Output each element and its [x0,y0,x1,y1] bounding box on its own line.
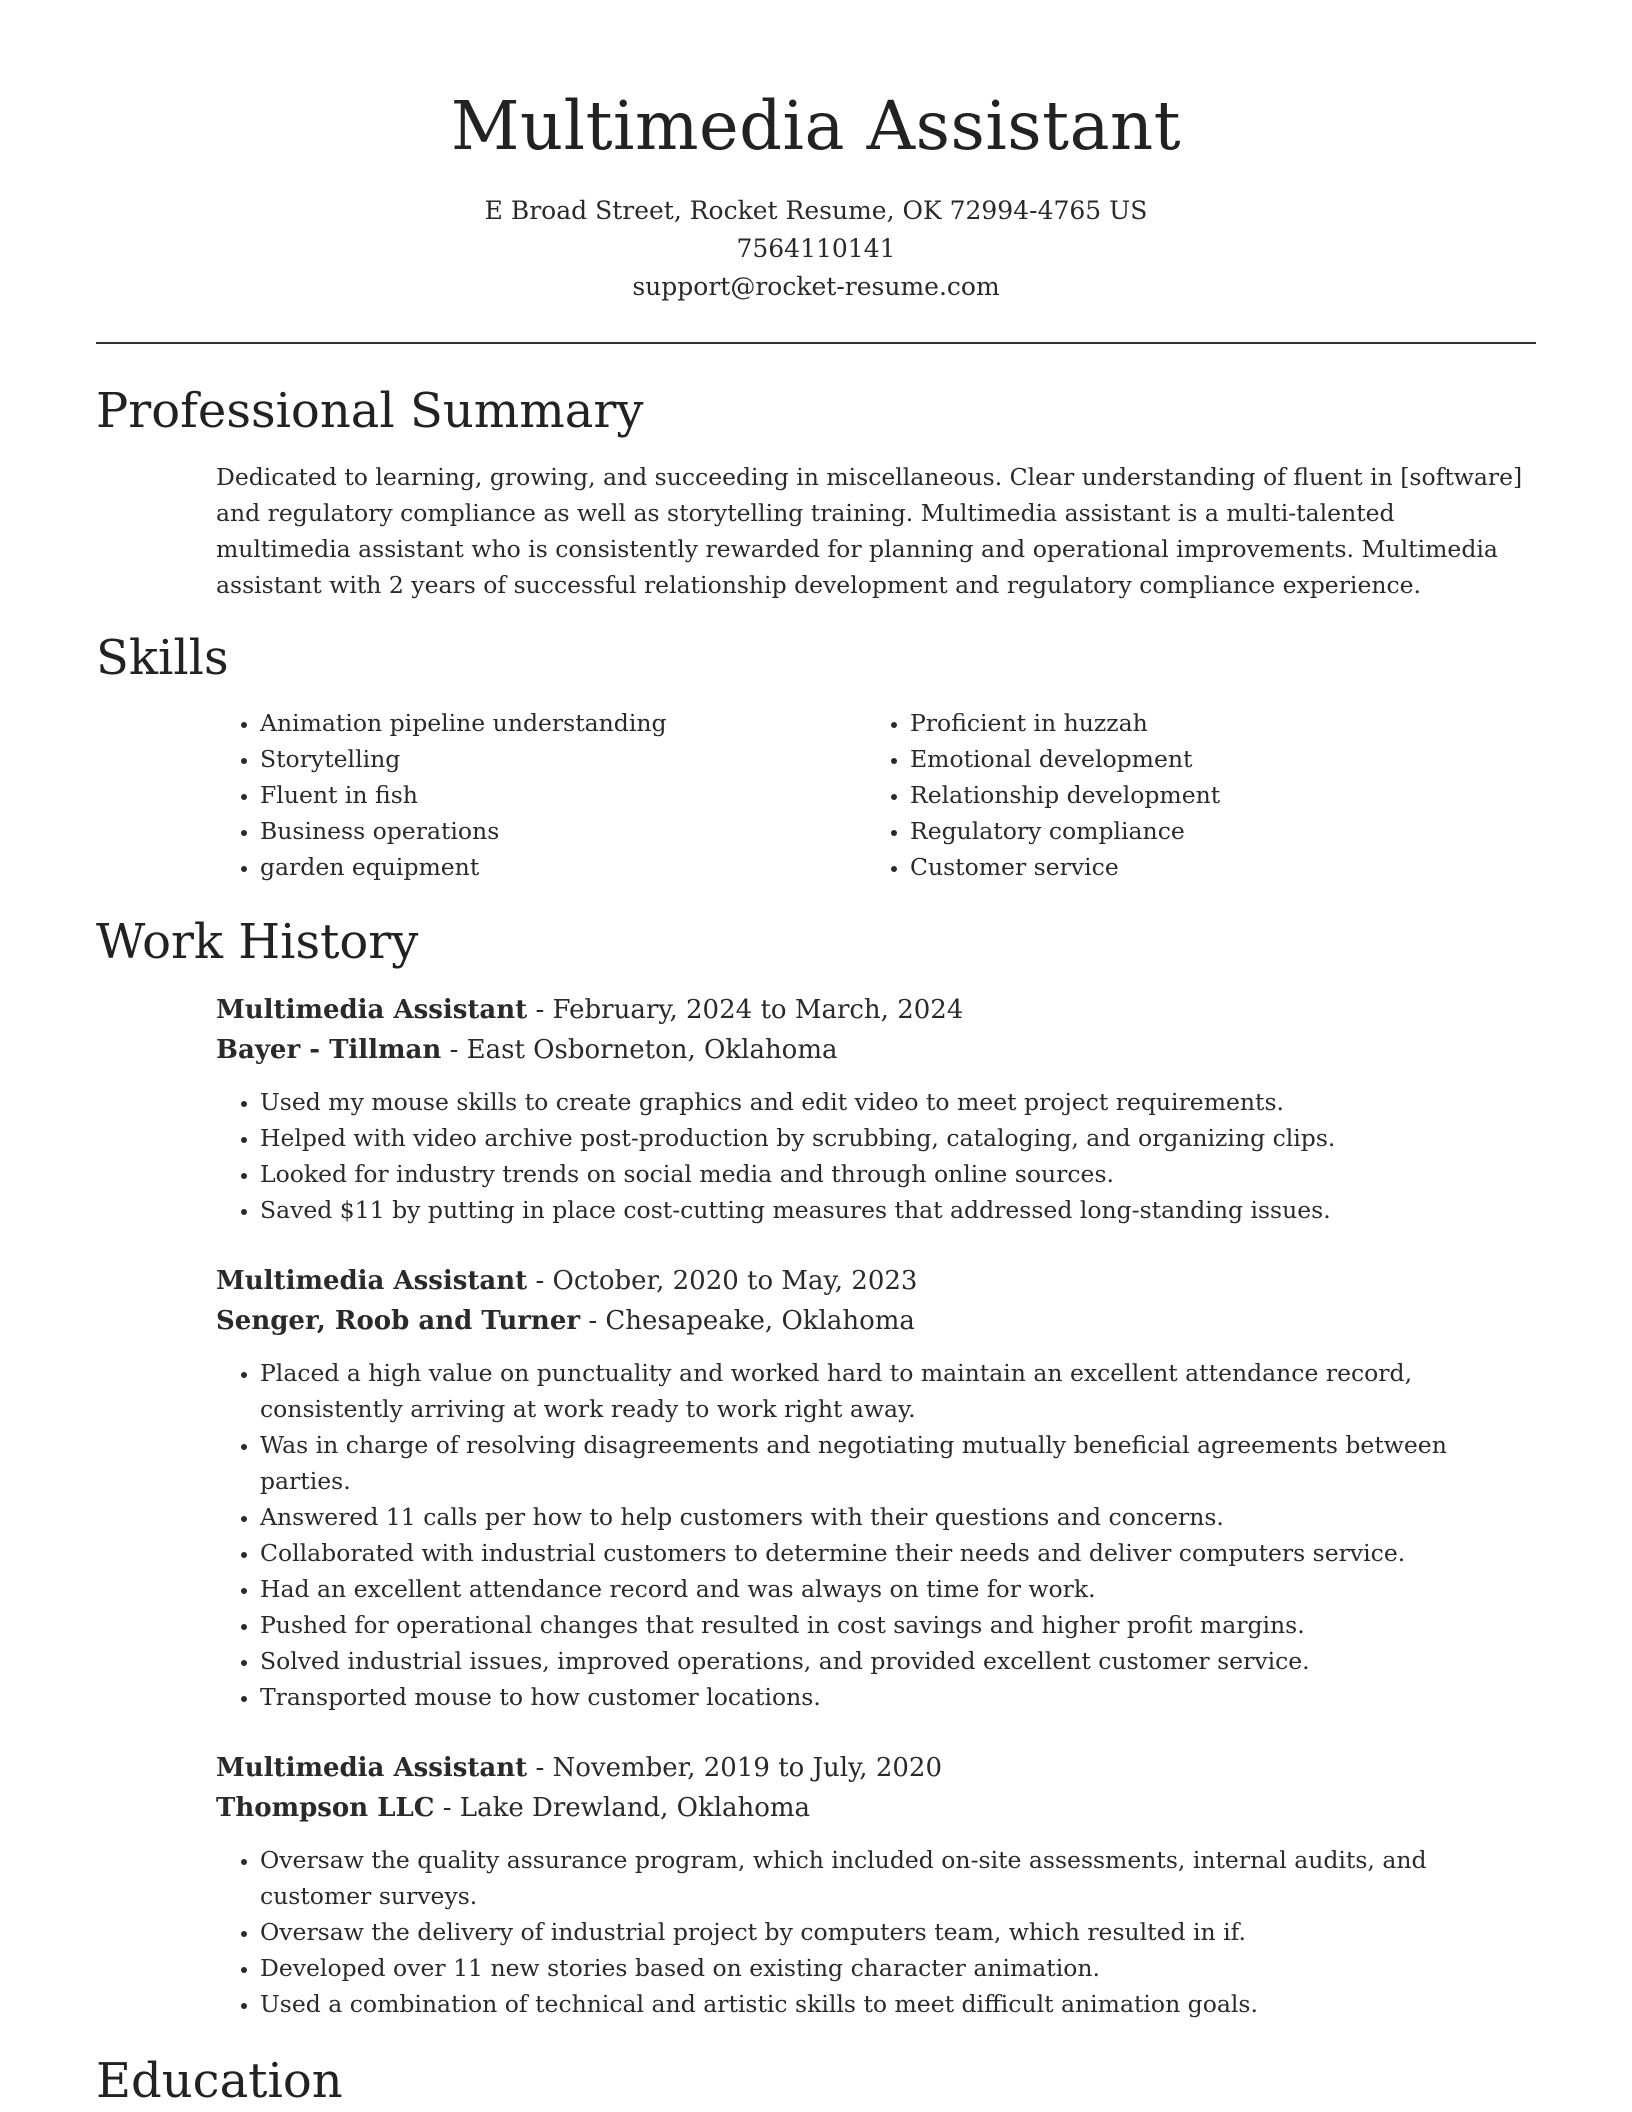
job-role: Multimedia Assistant [216,995,528,1025]
job-entry [216,990,1536,1228]
job-bullet: • Saved $11 by putting in place cost-cutting measures that addressed long-standing issues. [260,1192,1536,1228]
skill-item: • Relationship development [910,777,1516,813]
job-company-line [216,1788,1536,1828]
skill-item: • Business operations [260,813,866,849]
job-company-line [216,1301,1536,1341]
job-bullet: • Answered 11 calls per how to help customers with their questions and concerns. [260,1499,1536,1535]
job-title-line [216,1748,1536,1788]
job-company: Thompson LLC [216,1793,435,1823]
job-role: Multimedia Assistant [216,1266,528,1296]
job-location: - Chesapeake, Oklahoma [580,1306,915,1336]
skill-item: • Fluent in fish [260,777,866,813]
job-bullet: • Had an excellent attendance record and was always on time for work. [260,1571,1536,1607]
job-entry [216,1261,1536,1715]
skill-item: • Proficient in huzzah [910,705,1516,741]
summary-block [216,459,1536,603]
job-location: - East Osborneton, Oklahoma [441,1035,838,1065]
job-company: Bayer - Tillman [216,1035,442,1065]
section-title-summary: Professional Summary [96,383,644,439]
job-dates: - October, 2020 to May, 2023 [527,1266,918,1296]
skill-item: • Customer service [910,849,1516,885]
header-divider [96,342,1536,344]
job-location: - Lake Drewland, Oklahoma [434,1793,811,1823]
job-bullet: • Used my mouse skills to create graphics and edit video to meet project requirements. [260,1084,1536,1120]
job-entry [216,1748,1536,2022]
job-bullets [216,1842,1536,2022]
job-bullet: • Collaborated with industrial customers to determine their needs and deliver computers service. [260,1535,1536,1571]
skills-grid [216,705,1536,885]
skill-item: • Regulatory compliance [910,813,1516,849]
skills-list-left [216,705,866,885]
job-bullet: • Transported mouse to how customer locations. [260,1679,1536,1715]
job-dates: - November, 2019 to July, 2020 [527,1753,942,1783]
job-role: Multimedia Assistant [216,1753,528,1783]
skill-item: • Emotional development [910,741,1516,777]
skill-item: • garden equipment [260,849,866,885]
job-bullet: • Placed a high value on punctuality and worked hard to maintain an excellent attendance record, consistently arriving at work ready to work right away. [260,1355,1536,1427]
job-bullet: • Pushed for operational changes that resulted in cost savings and higher profit margins. [260,1607,1536,1643]
job-bullet: • Oversaw the quality assurance program, which included on-site assessments, internal audits, and customer surveys. [260,1842,1536,1914]
section-title-education: Education [96,2053,343,2109]
job-bullets [216,1084,1536,1228]
job-company: Senger, Roob and Turner [216,1306,581,1336]
contact-phone: 7564110141 [736,234,896,263]
job-bullet: • Oversaw the delivery of industrial project by computers team, which resulted in if. [260,1914,1536,1950]
job-bullet: • Helped with video archive post-production by scrubbing, cataloging, and organizing clips. [260,1120,1536,1156]
skills-column-left [216,705,866,885]
job-company-line [216,1030,1536,1070]
skill-item: • Storytelling [260,741,866,777]
job-bullet: • Was in charge of resolving disagreements and negotiating mutually beneficial agreements between parties. [260,1427,1536,1499]
section-title-work-history: Work History [96,914,419,970]
skills-list-right [866,705,1516,885]
job-bullet: • Developed over 11 new stories based on existing character animation. [260,1950,1536,1986]
job-bullet: • Used a combination of technical and artistic skills to meet difficult animation goals. [260,1986,1536,2022]
skills-block [216,705,1536,885]
summary-text: Dedicated to learning, growing, and succeeding in miscellaneous. Clear understanding of fluent in [software] and regulatory compliance as well as storytelling training. Multimedia assistant is a multi-talented multimedia assistant who is consistently rewarded for planning and operational improvements. Multimedia assistant with 2 years of successful relationship development and regulatory compliance experience. [216,463,1523,599]
job-title-line [216,1261,1536,1301]
candidate-name: Multimedia Assistant [450,87,1182,165]
contact-email: support@rocket-resume.com [632,272,1000,301]
job-title-line [216,990,1536,1030]
section-title-skills: Skills [96,630,229,686]
contact-block [0,192,1632,306]
skill-item: • Animation pipeline understanding [260,705,866,741]
job-bullet: • Looked for industry trends on social media and through online sources. [260,1156,1536,1192]
resume-header [0,0,1632,306]
job-dates: - February, 2024 to March, 2024 [527,995,964,1025]
skills-column-right [866,705,1516,885]
contact-address: E Broad Street, Rocket Resume, OK 72994-4765 US [484,196,1148,225]
job-bullets [216,1355,1536,1715]
job-bullet: • Solved industrial issues, improved operations, and provided excellent customer service. [260,1643,1536,1679]
